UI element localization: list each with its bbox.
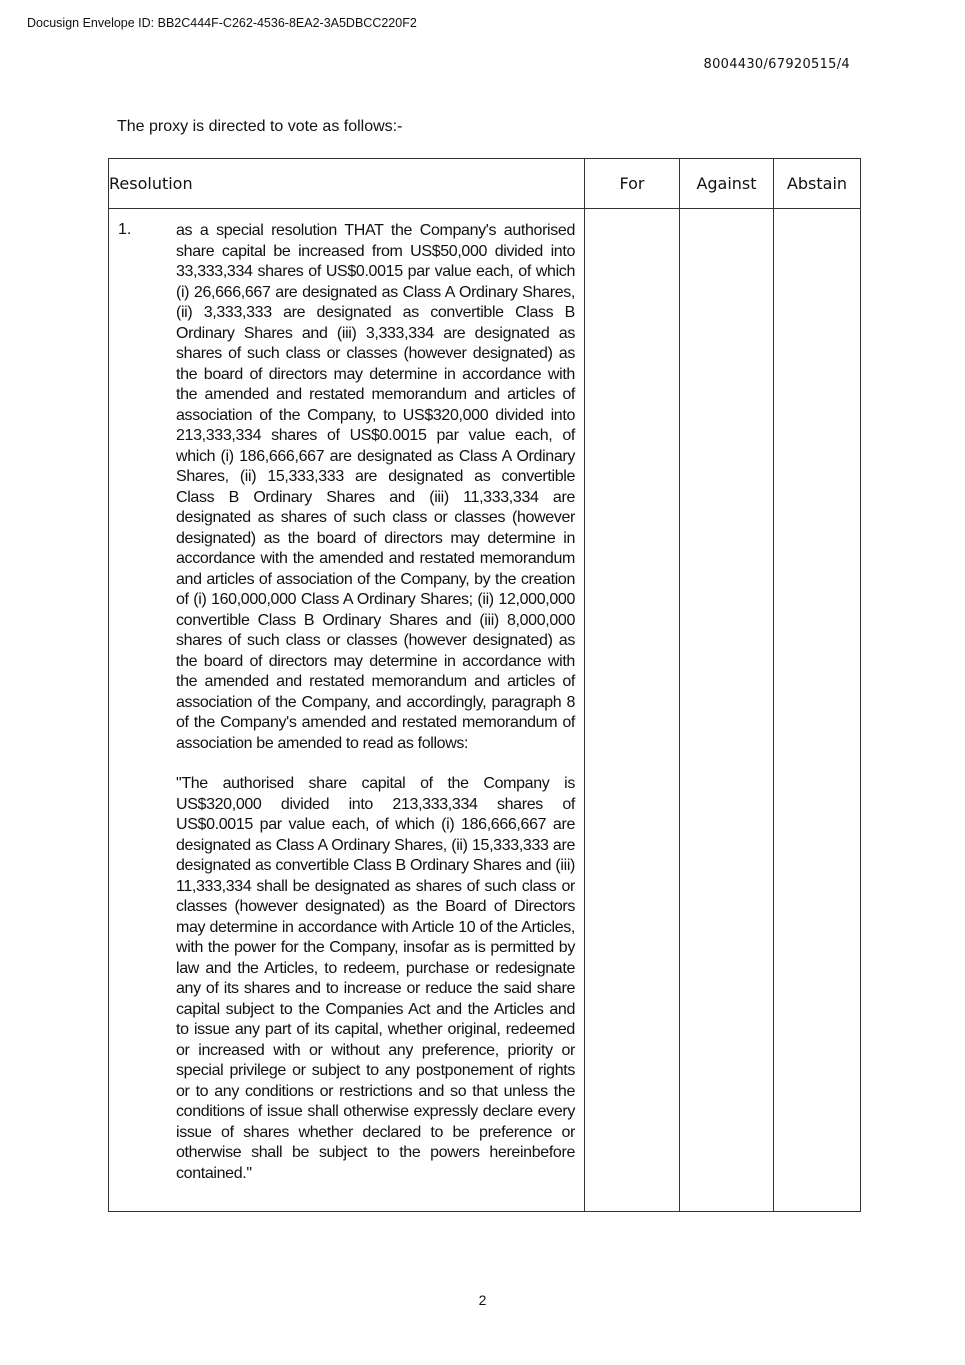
document-reference: 8004430/67920515/4 [703, 57, 850, 72]
resolution-table [108, 158, 861, 1212]
vote-abstain-cell[interactable] [774, 209, 861, 1212]
envelope-id: Docusign Envelope ID: BB2C444F-C262-4536-8EA2-3A5DBCC220F2 [27, 16, 417, 30]
vote-against-cell[interactable] [680, 209, 774, 1212]
page-number: 2 [478, 1292, 487, 1308]
resolution-cell [109, 209, 585, 1212]
resolution-paragraph-2: "The authorised share capital of the Company is US$320,000 divided into 213,333,334 shares of US$0.0015 par value each, of which (i) 186,666,667 are designated as Class A Ordinary Shares, (ii) 15,333,333 are designated as convertible Class B Ordinary Shares and (iii) 11,333,334 shall be designated as shares of such class or classes (however designated) as the Board of Directors may determine in accordance with Article 10 of the Articles, with the power for the Company, insofar as is permitted by law and the Articles, to redeem, purchase or redesignate any of its shares and to increase or reduce the said share capital subject to the Companies Act and the Articles and to issue any part of its capital, whether original, redeemed or increased with or without any preference, priority or special privilege or subject to any postponement of rights or to any conditions or restrictions and so that unless the conditions of issue shall otherwise expressly declare every issue of shares whether declared to be preference or otherwise shall be subject to the powers hereinbefore contained." [176, 775, 575, 1182]
resolution-paragraph-1: as a special resolution THAT the Company's authorised share capital be increased from US$50,000 divided into 33,333,334 shares of US$0.0015 par value each, of which (i) 26,666,667 are designated as Class A Ordinary Shares, (ii) 3,333,333 are designated as convertible Class B Ordinary Shares and (iii) 3,333,334 are designated as shares of such class or classes (however designated) as the board of directors may determine in accordance with the amended and restated memorandum and articles of association of the Company, to US$320,000 divided into 213,333,334 shares of US$0.0015 par value each, of which (i) 186,666,667 are designated as Class A Ordinary Shares, (ii) 15,333,333 are designated as convertible Class B Ordinary Shares and (iii) 11,333,334 are designated as shares of such class or classes (however designated) as the board of directors may determine in accordance with the amended and restated memorandum and articles of association of the Company, by the creation of (i) 160,000,000 Class A Ordinary Shares; (ii) 12,000,000 convertible Class B Ordinary Shares and (iii) 8,000,000 shares of such class or classes (however designated) as the board of directors may determine in accordance with the amended and restated memorandum and articles of association of the Company, and accordingly, paragraph 8 of the Company's amended and restated memorandum of association be amended to read as follows: [176, 222, 575, 752]
vote-for-cell[interactable] [585, 209, 680, 1212]
header-abstain: Abstain [774, 159, 861, 209]
resolution-text [176, 209, 575, 1184]
header-against: Against [680, 159, 774, 209]
header-for: For [585, 159, 680, 209]
proxy-intro: The proxy is directed to vote as follows:- [117, 118, 403, 135]
header-resolution: Resolution [109, 159, 585, 209]
table-row [109, 209, 861, 1212]
resolution-number: 1. [118, 221, 132, 238]
table-header-row [109, 159, 861, 209]
